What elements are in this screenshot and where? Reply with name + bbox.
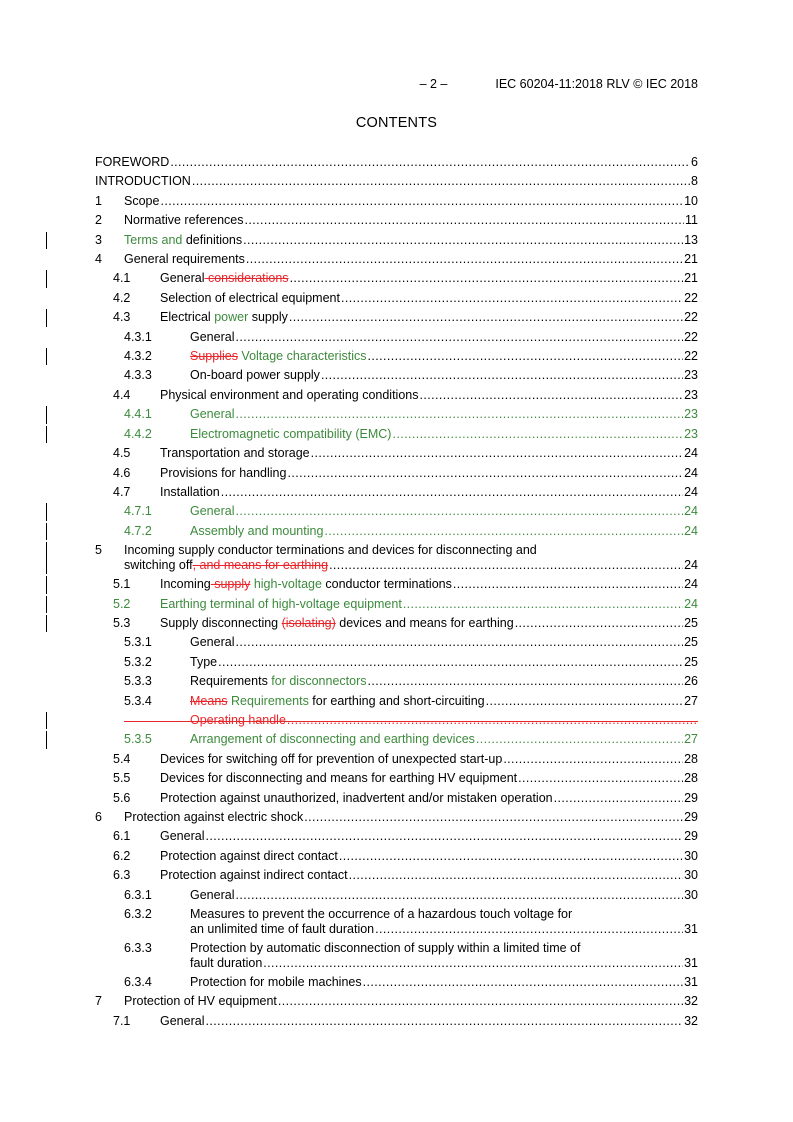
page-ref: 25 — [684, 615, 698, 630]
dot-leader — [235, 886, 683, 905]
dot-leader — [363, 973, 683, 992]
entry-title — [190, 425, 391, 444]
toc-entry[interactable] — [0, 595, 793, 614]
dot-leader — [160, 192, 683, 211]
section-number: 5.3.4 — [124, 693, 152, 708]
dot-leader — [235, 328, 683, 347]
entry-text: On-board power supply — [190, 368, 320, 383]
section-number: 4.3.1 — [124, 329, 152, 344]
section-number: 7.1 — [113, 1013, 131, 1028]
entry-title — [160, 289, 340, 308]
toc-entry[interactable] — [0, 425, 793, 444]
entry-title — [124, 231, 242, 250]
entry-text: Scope — [124, 193, 160, 208]
page-header — [420, 77, 698, 91]
toc-entry[interactable] — [0, 886, 793, 905]
section-number: 6.3.3 — [124, 941, 152, 956]
change-bar — [46, 309, 47, 326]
entry-text: Installation — [160, 484, 220, 499]
entry-text: an unlimited time of fault duration — [190, 922, 375, 937]
entry-title-line1 — [124, 543, 793, 558]
page-ref: 31 — [684, 922, 698, 937]
entry-text: Protection by automatic disconnection of supply within a limited time of — [190, 941, 581, 956]
entry-text: Supply disconnecting — [160, 615, 282, 630]
deleted-text: considerations — [204, 271, 289, 286]
inserted-text: Requirements — [227, 693, 309, 708]
entry-title — [190, 366, 320, 385]
section-number: 5.5 — [113, 771, 131, 786]
entry-title — [190, 730, 475, 749]
entry-title — [160, 575, 452, 594]
dot-leader — [170, 153, 690, 172]
toc-entry[interactable] — [0, 653, 793, 672]
page-ref: 24 — [684, 484, 698, 499]
dot-leader — [246, 250, 683, 269]
section-number: 5.6 — [113, 790, 131, 805]
entry-text: switching off — [124, 558, 193, 573]
entry-title — [190, 692, 485, 711]
toc-entry[interactable] — [0, 192, 793, 211]
section-number: 5.4 — [113, 751, 131, 766]
dot-leader — [420, 386, 684, 405]
dot-leader — [235, 405, 683, 424]
dot-leader — [392, 425, 683, 444]
page-ref: 24 — [684, 596, 698, 611]
toc-entry[interactable] — [0, 211, 793, 230]
dot-leader — [476, 730, 683, 749]
section-number: 4.7.1 — [124, 504, 152, 519]
inserted-text: Voltage characteristics — [237, 349, 367, 364]
section-number: 4.7.2 — [124, 523, 152, 538]
page-ref: 29 — [684, 790, 698, 805]
entry-text: Arrangement of disconnecting and earthing devices — [190, 732, 475, 747]
toc-entry[interactable] — [0, 866, 793, 885]
toc-entry[interactable] — [0, 939, 793, 973]
entry-text: Protection of HV equipment — [124, 994, 277, 1009]
dot-leader — [263, 956, 683, 971]
section-number: 7 — [95, 994, 102, 1009]
section-number: 6.3.1 — [124, 887, 152, 902]
dot-leader — [192, 172, 690, 191]
section-number: 5.3.2 — [124, 654, 152, 669]
change-bar — [46, 576, 47, 593]
entry-text: Physical environment and operating conditions — [160, 387, 419, 402]
dot-leader — [341, 289, 683, 308]
entry-title — [124, 992, 277, 1011]
toc-entry[interactable] — [0, 769, 793, 788]
section-number: 4.3.2 — [124, 349, 152, 364]
dot-leader — [321, 366, 683, 385]
change-bar — [46, 406, 47, 423]
toc-entry[interactable] — [0, 1012, 793, 1031]
toc-entry[interactable] — [0, 444, 793, 463]
toc-entry[interactable] — [0, 692, 793, 711]
toc-entry[interactable] — [0, 250, 793, 269]
change-bar — [46, 232, 47, 249]
section-number: 4.1 — [113, 271, 131, 286]
entry-text: Assembly and mounting — [190, 523, 324, 538]
entry-title — [190, 973, 362, 992]
entry-title — [160, 789, 553, 808]
entry-text: fault duration — [190, 956, 263, 971]
deleted-text: Means — [190, 693, 228, 708]
entry-title — [124, 192, 159, 211]
page-ref: 24 — [684, 577, 698, 592]
dot-leader — [403, 595, 683, 614]
toc-entry[interactable] — [0, 808, 793, 827]
toc-entry[interactable] — [0, 502, 793, 521]
entry-title — [190, 347, 367, 366]
contents-title: CONTENTS — [355, 115, 438, 131]
entry-title — [160, 827, 204, 846]
entry-text: definitions — [185, 232, 243, 247]
toc-entry[interactable] — [0, 231, 793, 250]
entry-text: for earthing and short-circuiting — [308, 693, 485, 708]
entry-text: supply — [248, 310, 288, 325]
page-ref: 23 — [684, 368, 698, 383]
toc-entry[interactable] — [0, 153, 793, 172]
entry-title-line1 — [190, 907, 793, 922]
toc-entry[interactable] — [0, 269, 793, 288]
page-ref: 21 — [684, 252, 698, 267]
dot-leader — [287, 464, 683, 483]
dot-leader — [235, 633, 683, 652]
dot-leader — [515, 614, 683, 633]
toc-entry[interactable] — [0, 483, 793, 502]
inserted-text: Terms and — [124, 232, 186, 247]
section-number: 5.3 — [113, 615, 131, 630]
entry-text: General — [160, 1013, 205, 1028]
dot-leader — [311, 444, 683, 463]
change-bar — [46, 596, 47, 613]
document-reference: IEC 60204-11:2018 RLV © IEC 2018 — [495, 77, 698, 91]
section-number: 4.3 — [113, 310, 131, 325]
dot-leader — [278, 992, 683, 1011]
section-number: 3 — [95, 232, 102, 247]
section-number: 5 — [95, 543, 102, 558]
section-number: 5.3.1 — [124, 635, 152, 650]
dot-leader — [289, 308, 683, 327]
section-number: 5.1 — [113, 577, 131, 592]
section-number: 4.2 — [113, 290, 131, 305]
entry-text: General — [190, 635, 235, 650]
entry-text: devices and means for earthing — [335, 615, 514, 630]
toc-entry[interactable] — [0, 366, 793, 385]
entry-title — [95, 172, 191, 191]
entry-text: Incoming — [160, 577, 211, 592]
entry-title — [160, 769, 517, 788]
page-ref: 27 — [684, 732, 698, 747]
dot-leader — [486, 692, 683, 711]
page-ref: 24 — [684, 446, 698, 461]
entry-text: Protection against direct contact — [160, 848, 338, 863]
page-ref: 27 — [684, 693, 698, 708]
dot-leader — [349, 866, 683, 885]
dot-leader — [518, 769, 683, 788]
entry-title — [190, 653, 217, 672]
section-number: 6 — [95, 810, 102, 824]
section-number: 4.7 — [113, 484, 131, 499]
entry-text: General — [190, 504, 235, 519]
entry-text: Protection against electric shock — [124, 810, 304, 824]
inserted-text: for disconnectors — [271, 674, 367, 689]
page-ref: 30 — [684, 887, 698, 902]
entry-title — [190, 405, 234, 424]
entry-title — [160, 464, 286, 483]
entry-title — [160, 595, 402, 614]
toc-entry[interactable] — [0, 672, 793, 691]
entry-title — [124, 250, 245, 269]
section-number: 6.1 — [113, 829, 131, 844]
entry-title — [190, 711, 286, 730]
page-ref: 13 — [684, 232, 698, 247]
section-number: 4.4 — [113, 387, 131, 402]
page-ref: 28 — [684, 771, 698, 786]
entry-text: Devices for disconnecting and means for earthing HV equipment — [160, 771, 518, 786]
page-ref: 22 — [684, 349, 698, 364]
dot-leader — [367, 672, 683, 691]
section-number: 4.4.1 — [124, 407, 152, 422]
entry-title — [190, 922, 374, 937]
dot-leader — [287, 711, 697, 730]
dot-leader — [243, 231, 683, 250]
page-ref: 24 — [684, 523, 698, 538]
entry-title — [190, 956, 262, 971]
page-ref: 25 — [684, 635, 698, 650]
entry-title-line1 — [190, 941, 793, 956]
change-bar — [46, 615, 47, 632]
page-ref: 28 — [684, 751, 698, 766]
toc-entry[interactable] — [0, 575, 793, 594]
entry-title — [124, 211, 244, 230]
page-ref: 22 — [684, 310, 698, 325]
entry-text: General — [190, 887, 235, 902]
section-number: 1 — [95, 193, 102, 208]
dot-leader — [453, 575, 683, 594]
entry-title — [160, 444, 310, 463]
entry-text: Operating handle — [190, 712, 286, 727]
entry-text: FOREWORD — [95, 155, 170, 169]
inserted-text: power — [214, 310, 249, 325]
page-ref: 30 — [684, 848, 698, 863]
deleted-text: supply — [210, 577, 251, 592]
entry-title — [190, 672, 366, 691]
entry-title — [160, 308, 288, 327]
dot-leader — [339, 847, 683, 866]
change-bar — [46, 523, 47, 540]
page-ref: 29 — [684, 810, 698, 824]
page-ref: 31 — [684, 956, 698, 971]
entry-title — [190, 633, 234, 652]
section-number: 5.2 — [113, 596, 131, 611]
page-ref: 26 — [684, 674, 698, 689]
toc-entry[interactable] — [0, 789, 793, 808]
section-number: 6.2 — [113, 848, 131, 863]
deleted-text: , and means for earthing — [192, 558, 329, 573]
entry-text: Provisions for handling — [160, 465, 287, 480]
dot-leader — [554, 789, 683, 808]
page-ref: 32 — [684, 1013, 698, 1028]
entry-title — [190, 328, 234, 347]
entry-text: General — [160, 271, 205, 286]
dot-leader — [205, 827, 683, 846]
page-ref: 25 — [684, 654, 698, 669]
entry-text: Normative references — [124, 213, 244, 228]
entry-title — [160, 1012, 204, 1031]
toc-entry[interactable] — [0, 711, 793, 730]
entry-title — [190, 522, 323, 541]
entry-title — [160, 866, 348, 885]
change-bar — [46, 731, 47, 748]
toc-entry[interactable] — [0, 405, 793, 424]
page-ref: 24 — [684, 558, 698, 573]
page-ref: 24 — [684, 465, 698, 480]
toc-entry[interactable] — [0, 847, 793, 866]
page-ref: 22 — [684, 329, 698, 344]
entry-text: Electrical — [160, 310, 215, 325]
dot-leader — [324, 522, 683, 541]
entry-text: Type — [190, 654, 218, 669]
page-ref: 8 — [691, 174, 698, 189]
dot-leader — [304, 808, 683, 827]
entry-title — [160, 269, 289, 288]
entry-title — [124, 558, 328, 573]
page-ref: 24 — [684, 504, 698, 519]
change-bar — [46, 426, 47, 443]
entry-title — [160, 847, 338, 866]
page-ref: 23 — [684, 407, 698, 422]
section-number: 6.3.2 — [124, 907, 152, 922]
toc-entry[interactable] — [0, 308, 793, 327]
page-ref: 23 — [684, 426, 698, 441]
section-number: 4.6 — [113, 465, 131, 480]
entry-text: Protection for mobile machines — [190, 975, 362, 990]
entry-text: Transportation and storage — [160, 446, 310, 461]
toc-entry[interactable] — [0, 614, 793, 633]
toc-entry[interactable] — [0, 386, 793, 405]
toc-entry[interactable] — [0, 522, 793, 541]
change-bar — [46, 542, 47, 574]
toc-entry[interactable] — [0, 464, 793, 483]
dot-leader — [221, 483, 683, 502]
entry-title — [160, 750, 502, 769]
page-ref: 30 — [684, 868, 698, 883]
section-number: 2 — [95, 213, 102, 228]
entry-text: General — [160, 829, 205, 844]
dot-leader — [290, 269, 684, 288]
entry-text: Earthing terminal of high-voltage equipment — [160, 596, 402, 611]
section-number: 4.5 — [113, 446, 131, 461]
section-number: 6.3 — [113, 868, 131, 883]
section-number: 5.3.5 — [124, 732, 152, 747]
page-ref: 11 — [685, 213, 698, 228]
dot-leader — [503, 750, 683, 769]
deleted-text: Supplies — [190, 349, 238, 364]
entry-text: Electromagnetic compatibility (EMC) — [190, 426, 392, 441]
entry-text: Devices for switching off for prevention of unexpected start-up — [160, 751, 503, 766]
entry-text: conductor terminations — [321, 577, 452, 592]
toc-entry[interactable] — [0, 992, 793, 1011]
page-ref: 23 — [684, 387, 698, 402]
entry-title — [124, 808, 303, 827]
entry-text: General requirements — [124, 252, 245, 267]
change-bar — [46, 270, 47, 287]
entry-title — [95, 153, 169, 172]
entry-text: Protection against unauthorized, inadvertent and/or mistaken operation — [160, 790, 553, 805]
toc-entry[interactable] — [0, 730, 793, 749]
entry-title — [190, 502, 234, 521]
entry-text: Protection against indirect contact — [160, 868, 348, 883]
toc-entry[interactable] — [0, 973, 793, 992]
page-ref: 10 — [684, 193, 698, 208]
toc-entry[interactable] — [0, 905, 793, 939]
page-ref: 6 — [691, 155, 698, 169]
page-ref: 32 — [684, 994, 698, 1009]
entry-title — [160, 614, 514, 633]
dot-leader — [205, 1012, 683, 1031]
entry-text: Measures to prevent the occurrence of a hazardous touch voltage for — [190, 907, 573, 922]
entry-text: INTRODUCTION — [95, 174, 191, 189]
entry-text: General — [190, 407, 235, 422]
toc-entry[interactable] — [0, 750, 793, 769]
change-bar — [46, 712, 47, 729]
dot-leader — [218, 653, 683, 672]
inserted-text: high-voltage — [250, 577, 322, 592]
toc-entry[interactable] — [0, 827, 793, 846]
page-number: – 2 – — [419, 77, 448, 91]
change-bar — [46, 348, 47, 365]
page-ref: 21 — [684, 271, 698, 286]
entry-text: Selection of electrical equipment — [160, 290, 340, 305]
dot-leader — [329, 558, 683, 573]
entry-title — [190, 886, 234, 905]
page-ref: 22 — [684, 290, 698, 305]
section-number: 4 — [95, 252, 102, 267]
dot-leader — [235, 502, 683, 521]
dot-leader — [375, 922, 683, 937]
entry-text: General — [190, 329, 235, 344]
entry-text: Requirements — [190, 674, 272, 689]
toc-entry[interactable] — [0, 328, 793, 347]
toc-entry[interactable] — [0, 633, 793, 652]
toc-entry[interactable] — [0, 541, 793, 575]
dot-leader — [245, 211, 685, 230]
toc-entry[interactable] — [0, 347, 793, 366]
toc-entry[interactable] — [0, 172, 793, 191]
toc-entry[interactable] — [0, 289, 793, 308]
section-number: 4.4.2 — [124, 426, 152, 441]
entry-title — [160, 483, 220, 502]
table-of-contents — [0, 153, 793, 1031]
page-ref: 31 — [684, 975, 698, 990]
deleted-text: (isolating) — [281, 615, 336, 630]
dot-leader — [368, 347, 684, 366]
page-ref: 29 — [684, 829, 698, 844]
entry-text: Incoming supply conductor terminations and devices for disconnecting and — [124, 543, 537, 558]
change-bar — [46, 503, 47, 520]
section-number: 5.3.3 — [124, 674, 152, 689]
section-number: 4.3.3 — [124, 368, 152, 383]
entry-title — [160, 386, 419, 405]
section-number: 6.3.4 — [124, 975, 152, 990]
